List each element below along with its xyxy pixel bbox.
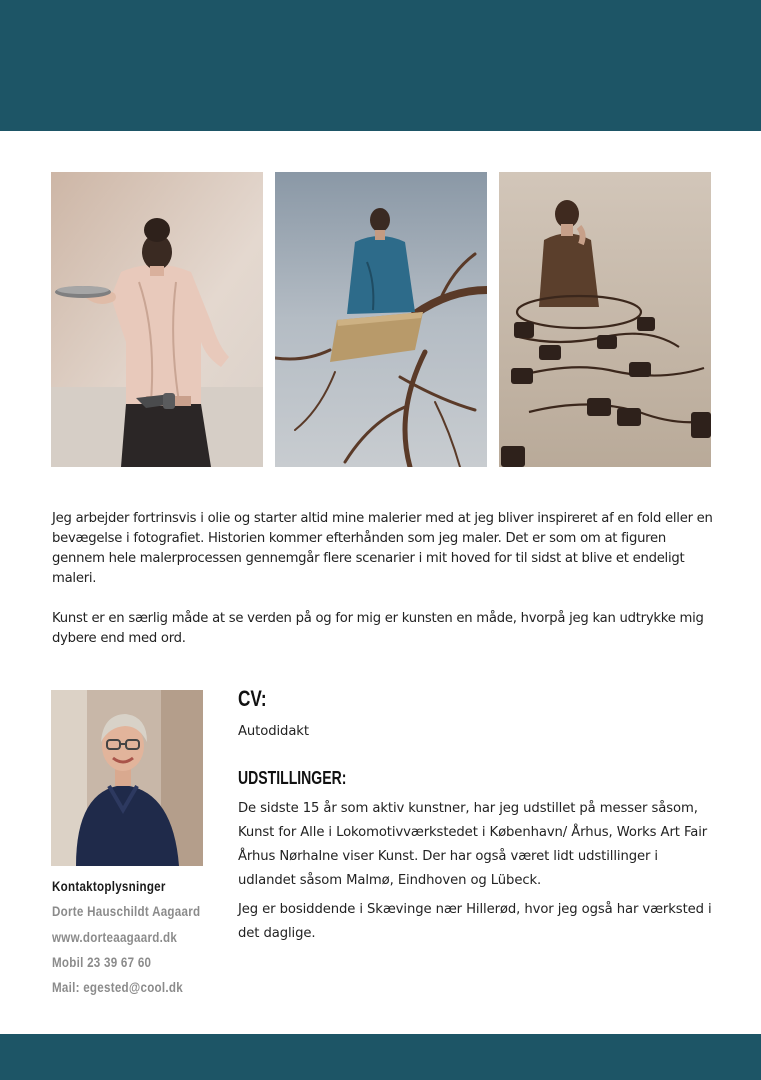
painting-woman-with-tray <box>51 172 263 467</box>
cv-heading: CV: <box>238 686 267 711</box>
contact-info <box>52 874 222 1000</box>
contact-heading: Kontaktoplysninger <box>52 879 166 894</box>
residence-text: Jeg er bosiddende i Skævinge nær Hillerød, hvor jeg også har værksted i det daglige. <box>238 902 712 941</box>
top-color-band <box>0 0 761 131</box>
painting-man-with-stumps <box>499 172 711 467</box>
painting-man-on-branches <box>275 172 487 467</box>
contact-website-link[interactable]: www.dorteaagaard.dk <box>52 929 178 945</box>
art-philosophy-paragraph: Kunst er en særlig måde at se verden på og for mig er kunsten en måde, hvorpå jeg kan udtrykke mig dybere end med ord. <box>52 611 704 646</box>
contact-phone: Mobil 23 39 67 60 <box>52 954 152 970</box>
bottom-color-band <box>0 1034 761 1080</box>
cv-text: Autodidakt <box>238 724 309 739</box>
exhibitions-text: De sidste 15 år som aktiv kunstner, har jeg udstillet på messer såsom, Kunst for Alle i Lokomotivværkstedet i København/ Århus, Works Art Fair Århus Nørhalne viser Kunst. Der har også været lidt udstillinger i udlandet såsom Malmø, Eindhoven og Lübeck. <box>238 801 708 888</box>
artist-portrait <box>51 690 203 866</box>
intro-paragraph: Jeg arbejder fortrinsvis i olie og starter altid mine malerier med at jeg bliver inspireret af en fold eller en bevægelse i fotografiet. Historien kommer efterhånden som jeg maler. Det er som om at figuren gennem hele malerprocessen gennemgår flere scenarier i mit hoved for til sidst at blive et endeligt maleri. <box>52 511 713 586</box>
contact-email-link[interactable]: Mail: egested@cool.dk <box>52 980 183 996</box>
contact-name: Dorte Hauschildt Aagaard <box>52 904 201 920</box>
exhibitions-heading: UDSTILLINGER: <box>238 768 347 788</box>
